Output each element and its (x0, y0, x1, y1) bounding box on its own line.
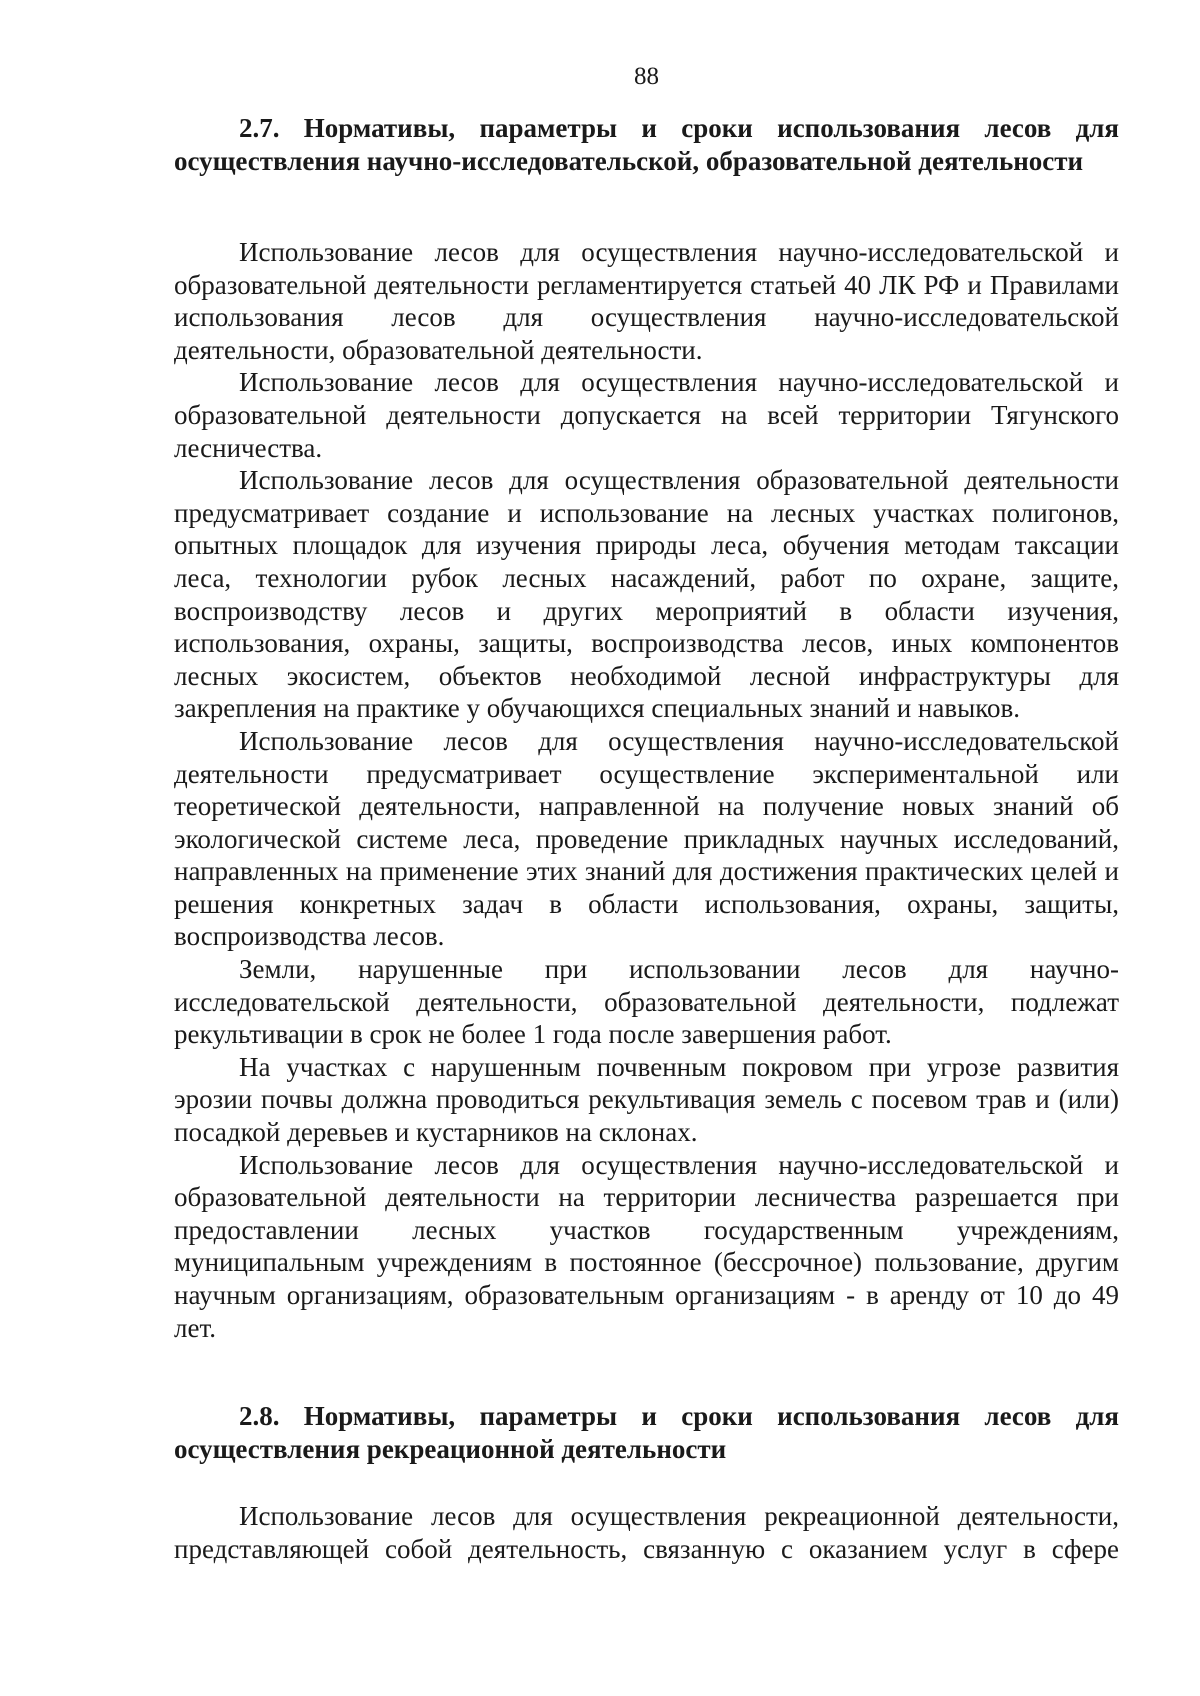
section-2-7-paragraph-4: Использование лесов для осуществления научно-исследовательской деятельности предусматривает осуществление экспериментальной или теоретической деятельности, направленной на получение новых знаний об экологической системе леса, проведение прикладных научных исследований, направленных на применение этих знаний для достижения практических целей и решения конкретных задач в области использования, охраны, защиты, воспроизводства лесов. (174, 725, 1119, 952)
page-number: 88 (634, 63, 659, 90)
section-2-7-paragraph-1: Использование лесов для осуществления научно-исследовательской и образовательной деятельности регламентируется статьей 40 ЛК РФ и Правилами использования лесов для осуществления научно-исследовательской деятельности, образовательной деятельности. (174, 237, 1119, 365)
section-2-7-paragraph-3: Использование лесов для осуществления образовательной деятельности предусматривает создание и использование на лесных участках полигонов, опытных площадок для изучения природы леса, обучения методам таксации леса, технологии рубок лесных насаждений, работ по охране, защите, воспроизводству лесов и других мероприятий в области изучения, использования, охраны, защиты, воспроизводства лесов, иных компонентов лесных экосистем, объектов необходимой лесной инфраструктуры для закрепления на практике у обучающихся специальных знаний и навыков. (174, 465, 1119, 724)
section-2-7-paragraph-2: Использование лесов для осуществления научно-исследовательской и образовательной деятельности допускается на всей территории Тягунского лесничества. (174, 367, 1119, 463)
section-2-7-paragraph-7: Использование лесов для осуществления научно-исследовательской и образовательной деятельности на территории лесничества разрешается при предоставлении лесных участков государственным учреждениям, муниципальным учреждениям в постоянное (бессрочное) пользование, другим научным организациям, образовательным организациям - в аренду от 10 до 49 лет. (174, 1149, 1119, 1343)
section-2-7-paragraph-6: На участках с нарушенным почвенным покровом при угрозе развития эрозии почвы должна проводиться рекультивация земель с посевом трав и (или) посадкой деревьев и кустарников на склонах. (174, 1051, 1119, 1148)
section-2-7-heading: 2.7. Нормативы, параметры и сроки использования лесов для осуществления научно-исследовательской, образовательной деятельности (174, 113, 1119, 176)
section-2-8-body (174, 1500, 1119, 1565)
section-2-7-body (174, 236, 1119, 1344)
section-2-8-heading: 2.8. Нормативы, параметры и сроки использования лесов для осуществления рекреационной деятельности (174, 1401, 1119, 1464)
section-2-8-paragraph-1: Использование лесов для осуществления рекреационной деятельности, представляющей собой деятельность, связанную с оказанием услуг в сфере (174, 1501, 1119, 1564)
section-2-7-paragraph-5: Земли, нарушенные при использовании лесов для научно-исследовательской деятельности, образовательной деятельности, подлежат рекультивации в срок не более 1 года после завершения работ. (174, 954, 1119, 1050)
document-page (174, 0, 1119, 1696)
